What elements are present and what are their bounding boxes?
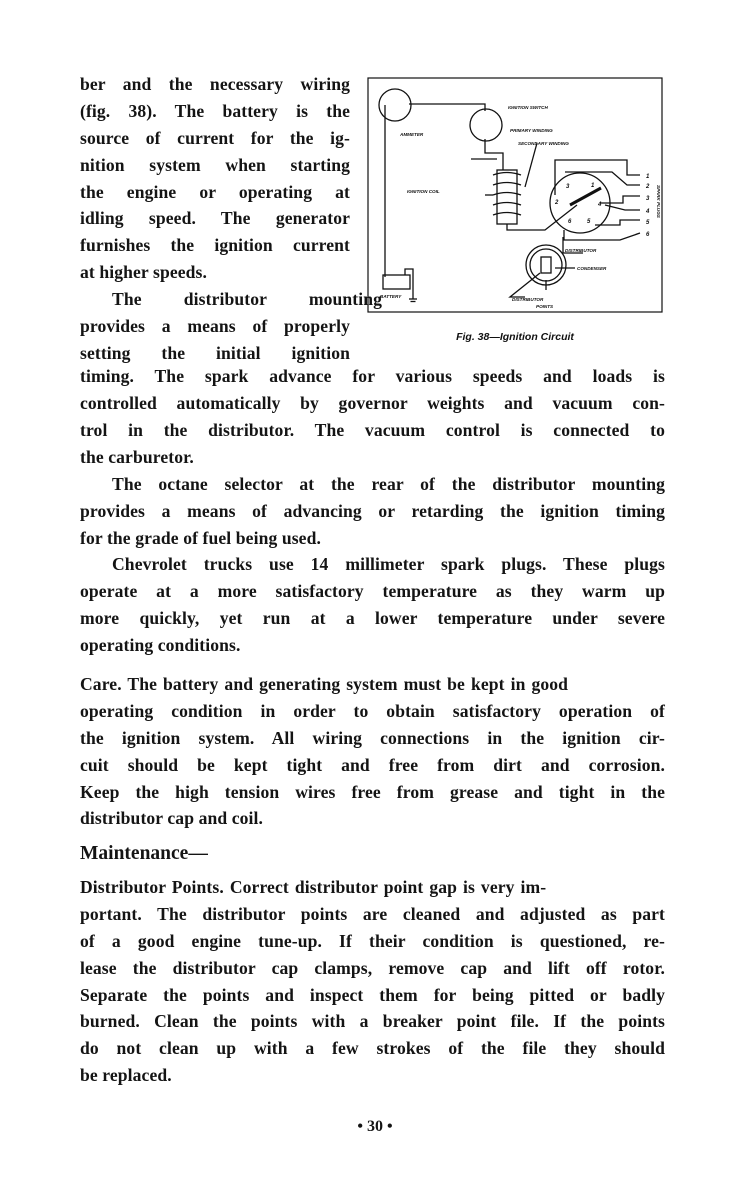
label-distributor: DISTRIBUTOR [565, 248, 597, 253]
ignition-switch-symbol [470, 109, 502, 141]
page-number: • 30 • [357, 1118, 393, 1135]
text-line: Chevrolet trucks use 14 millimeter spark plugs. These plugs [112, 554, 665, 574]
figure-labels [380, 105, 661, 309]
text-line: burned. Clean the points with a breaker point file. If the points [80, 1011, 665, 1032]
ignition-coil-symbol [497, 170, 517, 224]
text-line [80, 874, 665, 901]
text-line: trol in the distributor. The vacuum control is connected to [80, 419, 665, 440]
text-line: operate at a more satisfactory temperature as they warm up [80, 580, 665, 601]
figure-frame [368, 78, 662, 312]
cap-terminal-number: 1 [591, 183, 595, 189]
cap-terminal-number: 4 [598, 202, 602, 208]
plug-number: 3 [646, 196, 650, 202]
text-line: of a good engine tune-up. If their condition is questioned, re- [80, 930, 665, 951]
paragraph-distributor-points [80, 874, 665, 1089]
label-spark-plugs: SPARK PLUGS [656, 185, 661, 218]
label-primary-winding: PRIMARY WINDING [510, 128, 553, 133]
label-distributor-points: DISTRIBUTOR [512, 297, 544, 302]
paragraph-spark-advance [80, 363, 665, 471]
label-distributor-points-2: POINTS [536, 304, 554, 309]
text-line: lease the distributor cap clamps, remove cap and lift off rotor. [80, 957, 665, 978]
text-line: do not clean up with a few strokes of the file they should [80, 1038, 665, 1059]
ammeter-symbol [379, 89, 411, 121]
label-battery: BATTERY [380, 294, 402, 299]
text-line: be replaced. [80, 1065, 172, 1086]
plug-number: 6 [646, 232, 650, 238]
label-condenser: CONDENSER [577, 266, 607, 271]
text-line: (fig. 38). The battery is the [80, 100, 350, 121]
text-line: more quickly, yet run at a lower temperature under severe [80, 607, 665, 628]
text-line: cuit should be kept tight and free from dirt and corrosion. [80, 754, 665, 775]
text-line: provides a means of properly [80, 316, 350, 337]
label-ignition-switch: IGNITION SWITCH [508, 105, 548, 110]
plug-number: 1 [646, 174, 650, 180]
text-line: source of current for the ig- [80, 127, 350, 148]
paragraph-spark-plugs [80, 551, 665, 659]
cap-terminal-number: 6 [568, 219, 572, 225]
text-line: at higher speeds. [80, 262, 207, 283]
text-line: timing. The spark advance for various speeds and loads is [80, 366, 665, 386]
text-line: provides a means of advancing or retarding the ignition timing [80, 500, 665, 521]
section-heading-maintenance: Maintenance— [80, 843, 208, 864]
plug-number: 4 [646, 209, 650, 215]
text-line: nition system when starting [80, 154, 350, 175]
text-line: operating conditions. [80, 634, 241, 655]
plug-number: 5 [646, 220, 650, 226]
paragraph-octane-selector [80, 471, 665, 552]
text-line: operating condition in order to obtain satisfactory operation of [80, 700, 665, 721]
figure-caption: Fig. 38—Ignition Circuit [456, 331, 574, 343]
text-line: controlled automatically by governor weights and vacuum con- [80, 392, 665, 413]
battery-symbol [383, 275, 410, 289]
text-line: Keep the high tension wires free from grease and tight in the [80, 781, 665, 802]
text-line: The octane selector at the rear of the distributor mounting [112, 474, 665, 494]
text-line: ber and the necessary wiring [80, 74, 350, 94]
text-line: idling speed. The generator [80, 208, 350, 229]
text-line: The distributor mounting [112, 289, 382, 310]
label-ammeter: AMMETER [400, 132, 424, 137]
paragraph-care [80, 671, 665, 832]
text-line: furnishes the ignition current [80, 235, 350, 256]
label-ignition-coil: IGNITION COIL [407, 189, 440, 194]
text-line: distributor cap and coil. [80, 808, 264, 829]
text-line: Separate the points and inspect them for being pitted or badly [80, 984, 665, 1005]
text-span: The battery and generating system must be kept in good [121, 674, 569, 694]
run-in-heading: Distributor Points. [80, 877, 224, 897]
text-line [80, 671, 665, 698]
text-line: for the grade of fuel being used. [80, 527, 321, 548]
text-line: the ignition system. All wiring connections in the ignition cir- [80, 727, 665, 748]
plug-number: 2 [646, 184, 650, 190]
cap-terminal-number: 3 [566, 184, 570, 190]
run-in-heading: Care. [80, 674, 122, 694]
text-line: the carburetor. [80, 446, 194, 467]
cap-terminal-number: 2 [555, 200, 559, 206]
cap-terminal-number: 5 [587, 219, 591, 225]
label-secondary-winding: SECONDARY WINDING [518, 141, 569, 146]
text-span: Correct distributor point gap is very im- [223, 877, 547, 897]
ignition-circuit-figure [365, 75, 665, 345]
text-line: setting the initial ignition [80, 342, 350, 363]
text-line: portant. The distributor points are cleaned and adjusted as part [80, 903, 665, 924]
text-line: the engine or operating at [80, 181, 350, 202]
